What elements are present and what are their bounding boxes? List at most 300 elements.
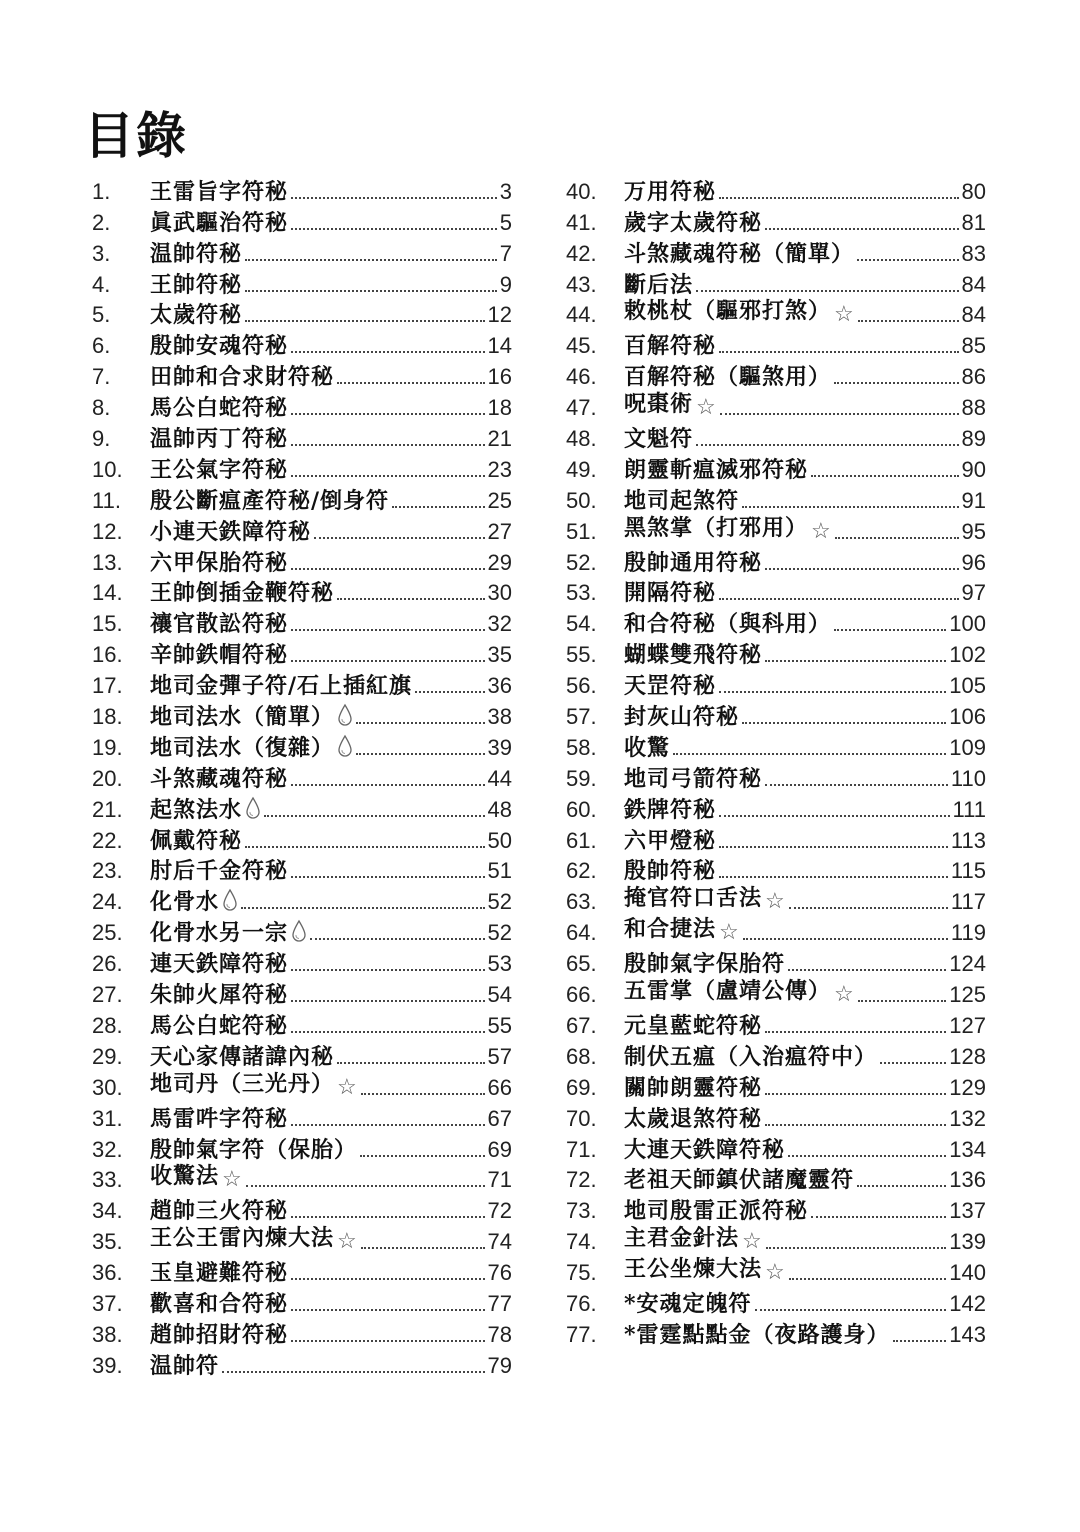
entry-title-wrap [150,1320,288,1350]
dot-leader [857,1185,946,1187]
toc-entry[interactable] [566,1165,986,1196]
page-number: 137 [949,1198,986,1224]
entry-number: 70. [566,1105,597,1131]
entry-title: 鉄牌符秘 [624,796,717,823]
page-number: 48 [487,796,512,822]
toc-entry[interactable] [566,423,986,454]
toc-entry[interactable] [566,639,986,670]
entry-title-wrap [624,856,716,886]
page-number: 96 [961,549,986,575]
toc-entry[interactable] [92,238,512,269]
entry-number: 44. [566,302,597,328]
entry-title-wrap [150,1011,288,1041]
entry-title: 王帥符秘 [150,271,243,298]
page-number: 91 [961,487,986,513]
toc-entry[interactable] [92,1350,512,1381]
entry-title: 掩官符口舌法 [624,885,763,912]
entry-title-wrap [624,914,740,948]
entry-title-wrap [150,733,353,763]
toc-entry[interactable] [566,1257,986,1288]
entry-number: 53. [566,580,597,606]
toc-entry[interactable] [566,454,986,485]
toc-entry[interactable] [92,794,512,825]
toc-entry[interactable] [92,1165,512,1196]
toc-entry[interactable] [566,578,986,609]
entry-title-wrap [150,918,307,948]
toc-entry[interactable] [92,1010,512,1041]
toc-entry[interactable] [566,608,986,639]
entry-title: 玉皇避難符秘 [150,1260,289,1287]
toc-entry[interactable] [92,1103,512,1134]
entry-number: 64. [566,920,597,946]
page-number: 142 [949,1290,986,1316]
toc-entry[interactable] [92,454,512,485]
entry-number: 11. [92,487,121,513]
dot-leader [857,259,959,261]
toc-entry[interactable] [566,238,986,269]
entry-number: 32. [92,1136,123,1162]
entry-title-wrap [624,513,832,547]
toc-entry[interactable] [92,1134,512,1165]
dot-leader [788,969,946,971]
dot-leader [246,1185,485,1187]
toc-entry[interactable] [566,269,986,300]
entry-number: 40. [566,178,597,204]
toc-entry[interactable] [92,392,512,423]
dot-leader [291,629,485,631]
entry-title: 太歲符秘 [150,302,243,329]
entry-title-wrap [150,1258,288,1288]
toc-entry[interactable] [92,979,512,1010]
toc-entry[interactable] [566,856,986,887]
entry-title: 馬公白蛇符秘 [150,1012,289,1039]
dot-leader [360,1155,485,1157]
entry-number: 55. [566,642,597,668]
entry-title: 万用符秘 [624,178,717,205]
entry-title-wrap [624,1135,785,1165]
entry-title-wrap [150,362,334,392]
toc-entry[interactable] [92,1072,512,1103]
page-number: 36 [487,673,512,699]
entry-title: 殷帥通用符秘 [624,549,763,576]
dot-leader [291,444,485,446]
toc-entry[interactable] [92,547,512,578]
star-icon: ☆ [742,1229,763,1255]
entry-number: 27. [92,982,123,1008]
page-number: 86 [961,364,986,390]
entry-number: 68. [566,1043,597,1069]
dot-leader [765,228,959,230]
page-number: 113 [950,827,986,853]
entry-title-wrap [624,1254,786,1288]
toc-entry[interactable] [92,578,512,609]
toc-entry[interactable] [566,207,986,238]
page-number: 111 [952,796,986,822]
dot-leader [719,691,946,693]
entry-title: 連天鉄障符秘 [150,951,289,978]
entry-number: 10. [92,456,123,482]
entry-number: 4. [92,271,111,297]
entry-title: 禳官散訟符秘 [150,611,289,638]
toc-entry[interactable] [566,732,986,763]
entry-number: 58. [566,734,597,760]
star-icon: ☆ [222,1167,243,1193]
water-drop-icon [337,703,353,727]
entry-number: 77. [566,1321,597,1347]
toc-entry[interactable] [566,392,986,423]
entry-title: 斗煞藏魂符秘 [150,765,289,792]
toc-entry[interactable] [566,1010,986,1041]
toc-entry[interactable] [92,886,512,917]
entry-number: 74. [566,1229,597,1255]
entry-title-wrap [624,609,831,639]
toc-entry[interactable] [566,1195,986,1226]
dot-leader [765,568,959,570]
entry-title-wrap [624,296,855,330]
dot-leader [222,1371,485,1373]
entry-title-wrap [150,671,412,701]
dot-leader [789,1278,947,1280]
entry-title-wrap [624,239,854,269]
entry-title-wrap [624,702,739,732]
entry-number: 30. [92,1074,123,1100]
page-number: 25 [487,487,512,513]
toc-entry[interactable] [566,1288,986,1319]
entry-title: 地司法水（復雜） [150,734,335,761]
entry-title: 地司起煞符 [624,487,740,514]
entry-title: 地司弓箭符秘 [624,765,763,792]
entry-title-wrap [150,1161,243,1195]
toc-entry[interactable] [92,608,512,639]
entry-title-wrap [624,1320,890,1350]
toc-entry[interactable] [566,300,986,331]
dot-leader [291,1031,485,1033]
page-number: 53 [487,951,512,977]
dot-leader [291,1340,485,1342]
toc-entry[interactable] [566,547,986,578]
dot-leader [673,753,946,755]
entry-title-wrap [150,702,353,732]
entry-title: 制伏五瘟（入治瘟符中） [624,1043,878,1070]
entry-title-wrap [624,486,739,516]
page-number: 143 [949,1321,986,1347]
entry-title-wrap [624,455,808,485]
entry-title: 敕桃杖（驅邪打煞） [624,298,832,325]
toc-entry[interactable] [92,330,512,361]
entry-number: 34. [92,1198,123,1224]
entry-title-wrap [624,1042,877,1072]
entry-title-wrap [624,270,693,300]
page-number: 125 [949,982,986,1008]
page-number: 52 [487,889,512,915]
entry-title: 温帥符 [150,1352,220,1379]
water-drop-icon [291,919,307,943]
dot-leader [765,1093,946,1095]
toc-entry[interactable] [566,516,986,547]
toc-entry[interactable] [92,1226,512,1257]
entry-number: 3. [92,240,111,266]
entry-title: 化骨水 [150,889,220,916]
entry-title-wrap [150,548,288,578]
entry-title: 殷帥符秘 [624,858,717,885]
toc-entry[interactable] [92,763,512,794]
dot-leader [811,475,959,477]
entry-number: 33. [92,1167,123,1193]
star-icon: ☆ [719,920,740,946]
dot-leader [245,320,485,322]
entry-title: 歲字太歲符秘 [624,209,763,236]
entry-title-wrap [624,671,716,701]
dot-leader [834,382,959,384]
toc-entry[interactable] [566,917,986,948]
toc-entry[interactable] [566,825,986,856]
entry-title-wrap [150,887,238,917]
page-number: 39 [487,734,512,760]
page-number: 78 [487,1321,512,1347]
entry-number: 28. [92,1012,123,1038]
entry-number: 59. [566,765,597,791]
dot-leader [858,1000,947,1002]
dot-leader [291,197,497,199]
entry-title-wrap [150,764,288,794]
page-number: 32 [487,611,512,637]
toc-entry[interactable] [566,701,986,732]
toc-column-right [566,176,986,1350]
dot-leader [392,506,484,508]
page-number: 139 [949,1229,986,1255]
page-number: 115 [950,858,986,884]
toc-entry[interactable] [92,485,512,516]
dot-leader [719,197,959,199]
toc-entry[interactable] [92,701,512,732]
entry-title: 殷公斷瘟產符秘/倒身符 [150,487,390,514]
entry-title-wrap [624,795,716,825]
entry-number: 29. [92,1043,123,1069]
page-number: 29 [487,549,512,575]
entry-title: 元皇藍蛇符秘 [624,1012,763,1039]
toc-entry[interactable] [92,1041,512,1072]
entry-title-wrap [150,1196,288,1226]
entry-title: 天心家傳諸諱內秘 [150,1043,335,1070]
dot-leader [835,537,959,539]
page-number: 69 [487,1136,512,1162]
entry-number: 62. [566,858,597,884]
entry-title: 殷帥氣字符（保胎） [150,1136,358,1163]
entry-number: 38. [92,1321,123,1347]
dot-leader [765,660,946,662]
entry-title: 斷后法 [624,271,694,298]
toc-entry[interactable] [566,1041,986,1072]
page-number: 136 [949,1167,986,1193]
toc-entry[interactable] [566,1134,986,1165]
page-number: 35 [487,642,512,668]
entry-title: 王公坐煉大法 [624,1256,763,1283]
entry-title-wrap [150,980,288,1010]
toc-entry[interactable] [92,176,512,207]
toc-entry[interactable] [566,948,986,979]
toc-entry[interactable] [92,1195,512,1226]
dot-leader [696,444,959,446]
dot-leader [880,1062,946,1064]
toc-entry[interactable] [566,763,986,794]
entry-title: 封灰山符秘 [624,704,740,731]
toc-entry[interactable] [566,886,986,917]
entry-number: 37. [92,1290,123,1316]
entry-title: 肘后千金符秘 [150,858,289,885]
toc-entry[interactable] [92,639,512,670]
toc-entry[interactable] [92,207,512,238]
entry-title: *雷霆點點金（夜路護身） [624,1321,890,1348]
toc-entry[interactable] [92,856,512,887]
toc-entry[interactable] [92,825,512,856]
entry-number: 47. [566,395,597,421]
page-number: 119 [950,920,986,946]
toc-entry[interactable] [92,670,512,701]
toc-entry[interactable] [566,1226,986,1257]
toc-entry[interactable] [92,361,512,392]
toc-entry[interactable] [92,1288,512,1319]
dot-leader [361,1247,485,1249]
toc-entry[interactable] [566,979,986,1010]
dot-leader [893,1340,947,1342]
water-drop-icon [245,796,261,820]
entry-title: 朗靈斬瘟滅邪符秘 [624,456,809,483]
star-icon: ☆ [696,395,717,421]
entry-title-wrap [624,1289,752,1319]
entry-title-wrap [624,826,716,856]
dot-leader [310,938,485,940]
toc-entry[interactable] [92,269,512,300]
toc-entry[interactable] [566,1319,986,1350]
toc-column-left [92,176,512,1381]
page-number: 84 [961,302,986,328]
entry-title: 佩戴符秘 [150,827,243,854]
page-number: 80 [961,178,986,204]
dot-leader [291,1000,485,1002]
entry-title-wrap [624,1073,762,1103]
dot-leader [765,784,948,786]
dot-leader [291,1124,485,1126]
page-number: 27 [487,518,512,544]
dot-leader [291,1278,485,1280]
dot-leader [742,506,959,508]
entry-number: 49. [566,456,597,482]
entry-title-wrap [624,733,670,763]
entry-number: 69. [566,1074,597,1100]
entry-number: 20. [92,765,123,791]
page-number: 90 [961,456,986,482]
entry-title-wrap [150,270,242,300]
entry-title-wrap [150,393,288,423]
entry-title: 王公王雷內煉大法 [150,1225,335,1252]
entry-number: 6. [92,333,111,359]
dot-leader [291,1309,485,1311]
star-icon: ☆ [337,1074,358,1100]
entry-number: 12. [92,518,123,544]
entry-title: 大連天鉄障符秘 [624,1136,786,1163]
entry-title: 歡喜和合符秘 [150,1290,289,1317]
dot-leader [291,1216,485,1218]
entry-title: 馬雷吽字符秘 [150,1105,289,1132]
page-number: 85 [961,333,986,359]
entry-title-wrap [624,208,762,238]
page-number: 14 [487,333,512,359]
page-number: 83 [961,240,986,266]
entry-title: 開隔符秘 [624,580,717,607]
dot-leader [743,938,948,940]
toc-entry[interactable] [92,1319,512,1350]
entry-title: 王帥倒插金鞭符秘 [150,580,335,607]
page-number: 76 [487,1260,512,1286]
entry-title-wrap [624,1223,763,1257]
toc-entry[interactable] [566,330,986,361]
toc-entry[interactable] [566,485,986,516]
dot-leader [789,907,948,909]
entry-number: 67. [566,1012,597,1038]
entry-title: 殷帥安魂符秘 [150,333,289,360]
entry-number: 9. [92,426,111,452]
toc-entry[interactable] [92,1257,512,1288]
toc-entry[interactable] [566,176,986,207]
toc-entry[interactable] [92,516,512,547]
page-number: 106 [949,704,986,730]
entry-title: 關帥朗靈符秘 [624,1074,763,1101]
entry-title: 温帥丙丁符秘 [150,426,289,453]
entry-number: 39. [92,1352,123,1378]
toc-entry[interactable] [92,948,512,979]
toc-entry[interactable] [92,917,512,948]
dot-leader [245,846,485,848]
toc-entry[interactable] [92,732,512,763]
page-number: 12 [487,302,512,328]
toc-entry[interactable] [92,300,512,331]
star-icon: ☆ [765,889,786,915]
dot-leader [719,351,959,353]
entry-title: 眞武驅治符秘 [150,209,289,236]
entry-number: 46. [566,364,597,390]
dot-leader [719,815,950,817]
page-number: 110 [950,765,986,791]
page-number: 54 [487,982,512,1008]
page-number: 3 [499,178,512,204]
entry-number: 75. [566,1260,597,1286]
entry-number: 31. [92,1105,123,1131]
entry-title-wrap [624,362,831,392]
dot-leader [291,660,485,662]
entry-title: 和合符秘（與科用） [624,611,832,638]
entry-number: 13. [92,549,123,575]
toc-entry[interactable] [566,1072,986,1103]
dot-leader [291,228,497,230]
toc-entry[interactable] [92,423,512,454]
dot-leader [337,382,485,384]
toc-entry[interactable] [566,670,986,701]
entry-title-wrap [150,1135,357,1165]
entry-title: 黑煞掌（打邪用） [624,514,809,541]
entry-title: 朱帥火犀符秘 [150,982,289,1009]
dot-leader [241,907,485,909]
dot-leader [291,568,485,570]
toc-entry[interactable] [566,794,986,825]
dot-leader [765,1124,946,1126]
toc-entry[interactable] [566,361,986,392]
toc-entry[interactable] [566,1103,986,1134]
entry-title: 起煞法水 [150,796,243,823]
entry-title-wrap [624,1196,808,1226]
page-number: 66 [487,1074,512,1100]
entry-title-wrap [150,1351,219,1381]
page-number: 140 [949,1260,986,1286]
